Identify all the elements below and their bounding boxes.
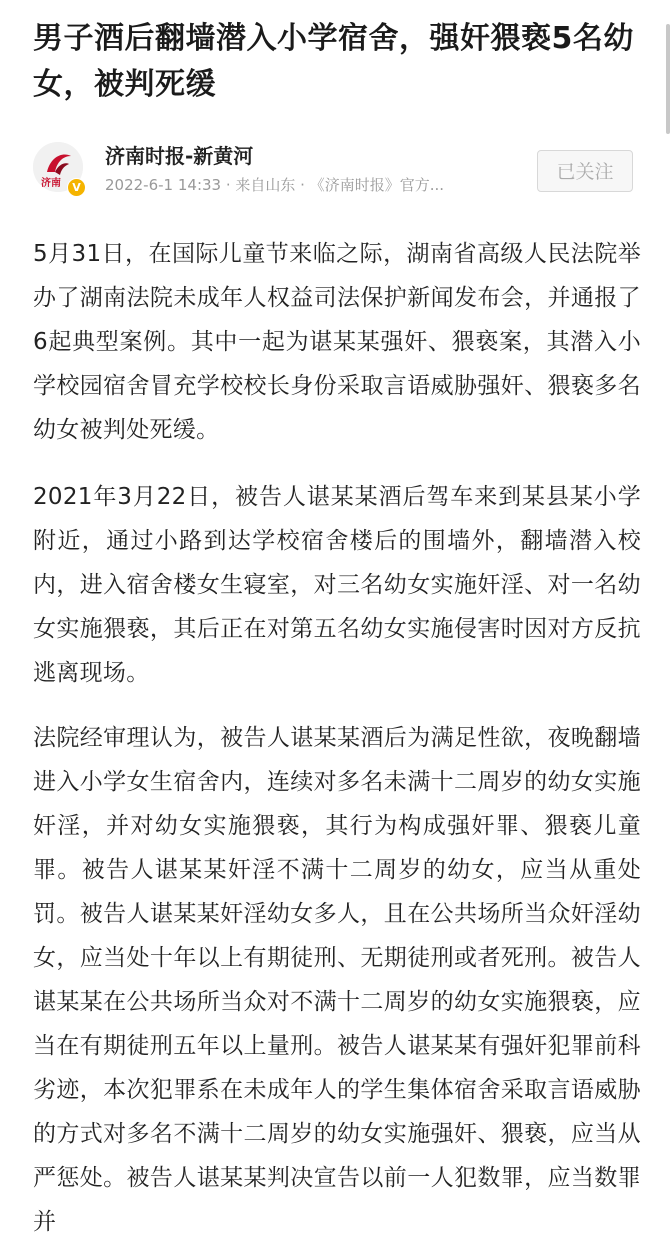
avatar-text: 济南 (41, 178, 61, 189)
verified-badge-icon: V (67, 178, 86, 197)
author-avatar[interactable] (33, 142, 83, 192)
follow-button[interactable]: 已关注 (537, 150, 633, 192)
author-name[interactable]: 济南时报-新黄河 (105, 144, 254, 168)
scrollbar-thumb[interactable] (666, 24, 670, 134)
publish-meta: 2022-6-1 14:33 · 来自山东 · 《济南时报》官方... (105, 176, 444, 194)
article-paragraph: 2021年3月22日，被告人谌某某酒后驾车来到某县某小学附近，通过小路到达学校宿舍楼后的围墙外，翻墙潜入校内，进入宿舍楼女生寝室，对三名幼女实施奸淫、对一名幼女实施猥亵，其后正在对第五名幼女实施侵害时因对方反抗逃离现场。 (33, 484, 641, 686)
article-paragraph: 法院经审理认为，被告人谌某某酒后为满足性欲，夜晚翻墙进入小学女生宿舍内，连续对多名未满十二周岁的幼女实施奸淫，并对幼女实施猥亵，其行为构成强奸罪、猥亵儿童罪。被告人谌某某奸淫不满十二周岁的幼女，应当从重处罚。被告人谌某某奸淫幼女多人，且在公共场所当众奸淫幼女，应当处十年以上有期徒刑、无期徒刑或者死刑。被告人谌某某在公共场所当众对不满十二周岁的幼女实施猥亵，应当在有期徒刑五年以上量刑。被告人谌某某有强奸犯罪前科劣迹，本次犯罪系在未成年人的学生集体宿舍采取言语威胁的方式对多名不满十二周岁的幼女实施强奸、猥亵，应当从严惩处。被告人谌某某判决宣告以前一人犯数罪，应当数罪并 (33, 725, 641, 1235)
author-bar (33, 140, 639, 200)
article-paragraph: 5月31日，在国际儿童节来临之际，湖南省高级人民法院举办了湖南法院未成年人权益司法保护新闻发布会，并通报了6起典型案例。其中一起为谌某某强奸、猥亵案，其潜入小学校园宿舍冒充学校校长身份采取言语威胁强奸、猥亵多名幼女被判处死缓。 (33, 241, 641, 443)
article-title: 男子酒后翻墙潜入小学宿舍，强奸猥亵5名幼女，被判死缓 (33, 21, 634, 102)
